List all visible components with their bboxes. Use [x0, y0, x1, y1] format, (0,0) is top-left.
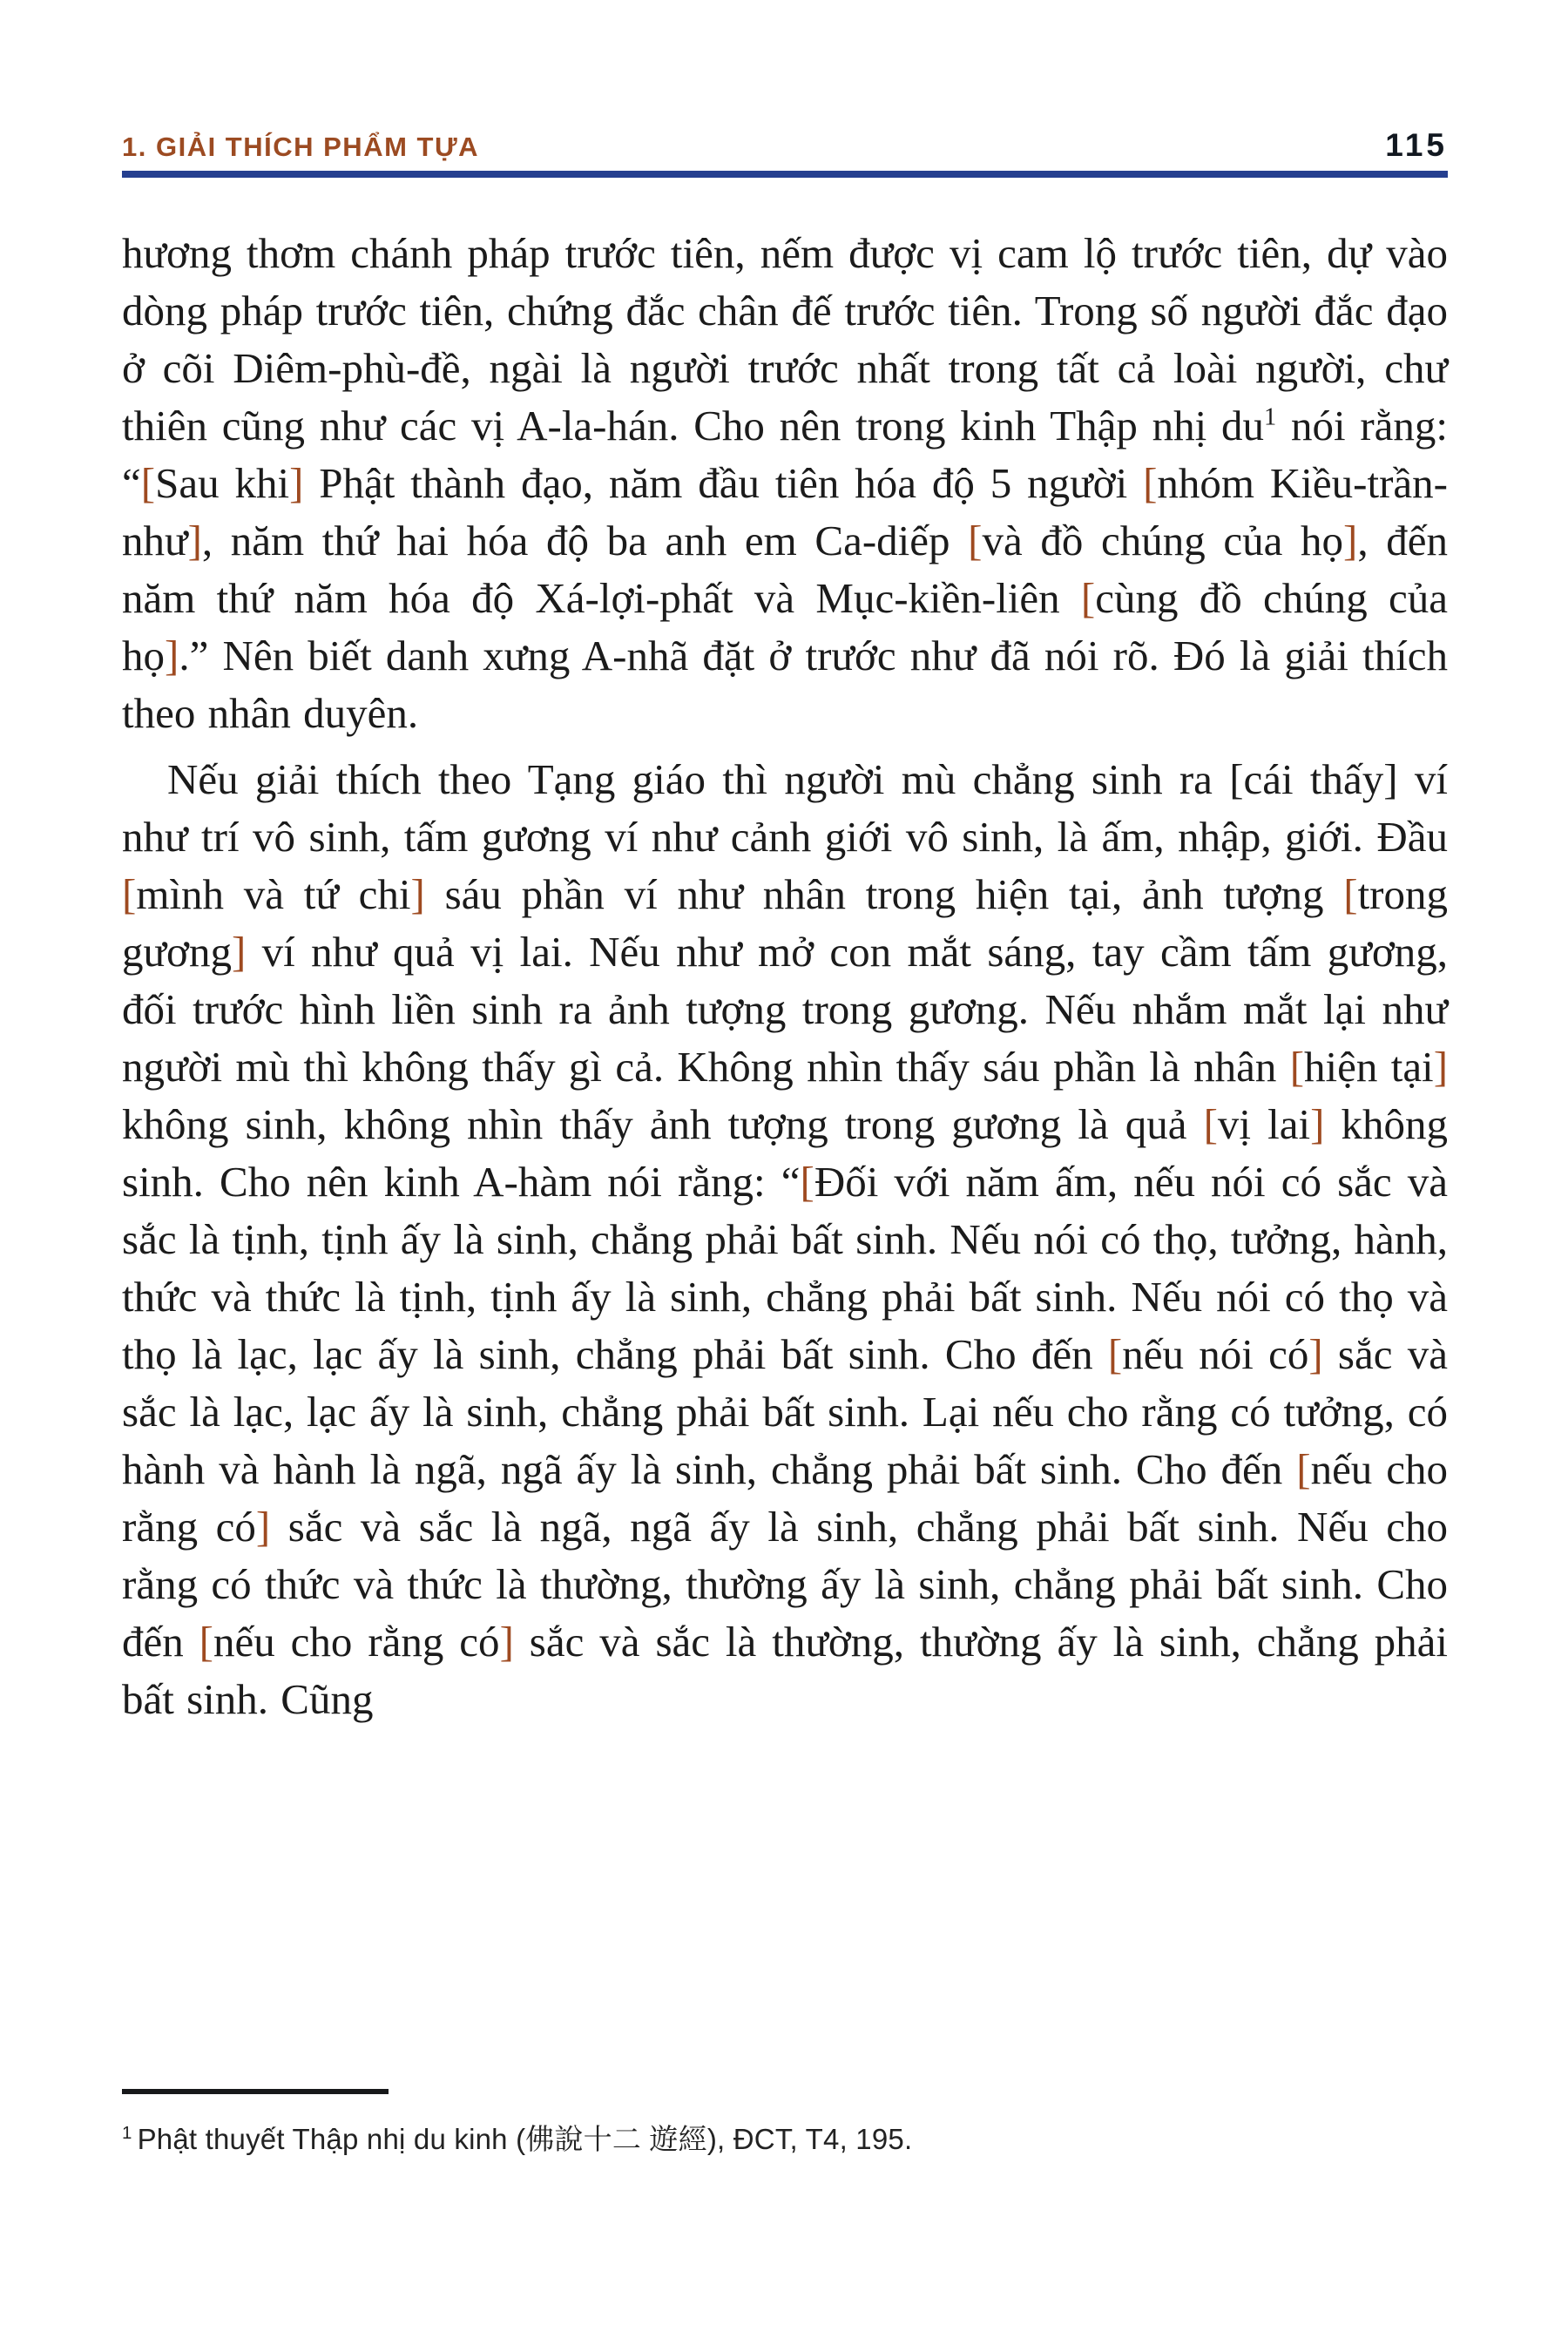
editorial-bracket: [	[1107, 1330, 1123, 1378]
editorial-bracket: [	[122, 870, 137, 918]
text-run: mình và tứ chi	[136, 870, 411, 918]
editorial-bracket: ]	[1308, 1330, 1323, 1378]
footnote-text: Phật thuyết Thập nhị du kinh (佛說十二 遊經), ĐCT, T4, 195.	[137, 2123, 913, 2155]
footnote-separator-rule	[122, 2089, 389, 2094]
editorial-bracket: ]	[165, 632, 179, 679]
editorial-bracket: [	[140, 459, 156, 507]
text-run: vị lai	[1217, 1100, 1311, 1148]
paragraph	[122, 751, 1448, 1728]
page-header	[122, 127, 1448, 164]
editorial-bracket: ]	[255, 1503, 271, 1551]
editorial-bracket: [	[1203, 1100, 1218, 1148]
editorial-bracket: [	[1143, 459, 1158, 507]
text-run: Phật thành đạo, năm đầu tiên hóa độ 5 người	[303, 459, 1144, 507]
text-run: nếu cho rằng có	[213, 1618, 500, 1666]
text-run: Sau khi	[155, 459, 290, 507]
editorial-bracket: [	[1343, 870, 1358, 918]
body-text	[122, 225, 1448, 1737]
editorial-bracket: ]	[1433, 1043, 1449, 1091]
text-run: nhóm Kiều-trần-như	[122, 459, 1448, 564]
text-run: và đồ chúng của họ	[982, 517, 1344, 564]
editorial-bracket: [	[800, 1158, 814, 1206]
editorial-bracket: [	[1080, 574, 1096, 622]
text-run: .” Nên biết danh xưng A-nhã đặt ở trước như đã nói rõ. Đó là giải thích theo nhân duyên.	[122, 632, 1448, 737]
editorial-bracket: ]	[289, 459, 304, 507]
text-run: cùng đồ chúng của họ	[122, 574, 1448, 679]
footnote-section	[122, 2089, 1448, 2158]
text-run: Đối với năm ấm, nếu nói có sắc và sắc là tịnh, tịnh ấy là sinh, chẳng phải bất sinh. Nếu nói có thọ, tưởng, hành, thức và thức là tịnh, tịnh ấy là sinh, chẳng phải bất sinh. Nếu nói có thọ và thọ là lạc, lạc ấy là sinh, chẳng phải bất sinh. Cho đến	[122, 1158, 1448, 1378]
footnote-reference-superscript: 1	[1264, 403, 1277, 431]
text-run: sắc và sắc là thường, thường ấy là sinh, chẳng phải bất sinh. Cũng	[122, 1618, 1449, 1723]
text-run: sáu phần ví như nhân trong hiện tại, ảnh tượng	[424, 870, 1344, 918]
editorial-bracket: ]	[410, 870, 425, 918]
editorial-bracket: ]	[187, 517, 202, 564]
text-run: nói rằng: “	[122, 402, 1448, 507]
footnote	[122, 2117, 1448, 2158]
footnote-marker: 1	[122, 2123, 132, 2143]
text-run: không sinh, không nhìn thấy ảnh tượng trong gương là quả	[122, 1100, 1204, 1148]
paragraph	[122, 225, 1448, 742]
editorial-bracket: [	[199, 1618, 213, 1666]
text-run: Nếu giải thích theo Tạng giáo thì người mù chẳng sinh ra [cái thấy] ví như trí vô sinh, tấm gương ví như cảnh giới vô sinh, là ấm, nhập, giới. Đầu	[122, 755, 1448, 861]
editorial-bracket: ]	[499, 1618, 514, 1666]
page-number: 115	[1385, 127, 1448, 163]
text-run: nếu nói có	[1122, 1330, 1309, 1378]
text-run: , đến năm thứ năm hóa độ Xá-lợi-phất và Mục-kiền-liên	[122, 517, 1449, 622]
running-header-title: 1. GIẢI THÍCH PHẨM TỰA	[122, 132, 480, 162]
text-run: sắc và sắc là lạc, lạc ấy là sinh, chẳng phải bất sinh. Lại nếu cho rằng có tưởng, có hành và hành là ngã, ngã ấy là sinh, chẳng phải bất sinh. Cho đến	[122, 1330, 1448, 1493]
text-run: hương thơm chánh pháp trước tiên, nếm được vị cam lộ trước tiên, dự vào dòng pháp trước tiên, chứng đắc chân đế trước tiên. Trong số người đắc đạo ở cõi Diêm-phù-đề, ngài là người trước nhất trong tất cả loài người, chư thiên cũng như các vị A-la-hán. Cho nên trong kinh Thập nhị du	[122, 229, 1448, 449]
editorial-bracket: [	[1289, 1043, 1305, 1091]
text-run: trong gương	[122, 870, 1448, 976]
editorial-bracket: ]	[1343, 517, 1358, 564]
text-run: , năm thứ hai hóa độ ba anh em Ca-diếp	[201, 517, 969, 564]
editorial-bracket: ]	[1310, 1100, 1325, 1148]
header-rule	[122, 171, 1448, 178]
editorial-bracket: ]	[231, 928, 247, 976]
text-run: hiện tại	[1304, 1043, 1434, 1091]
text-run: không sinh. Cho nên kinh A-hàm nói rằng: “	[122, 1100, 1448, 1206]
editorial-bracket: [	[968, 517, 983, 564]
text-run: sắc và sắc là ngã, ngã ấy là sinh, chẳng phải bất sinh. Nếu cho rằng có thức và thức là thường, thường ấy là sinh, chẳng phải bất sinh. Cho đến	[122, 1503, 1448, 1666]
editorial-bracket: [	[1296, 1445, 1311, 1493]
text-run: nếu cho rằng có	[122, 1445, 1449, 1551]
text-run: ví như quả vị lai. Nếu như mở con mắt sáng, tay cầm tấm gương, đối trước hình liền sinh ra ảnh tượng trong gương. Nếu nhắm mắt lại như người mù thì không thấy gì cả. Không nhìn thấy sáu phần là nhân	[122, 928, 1448, 1091]
